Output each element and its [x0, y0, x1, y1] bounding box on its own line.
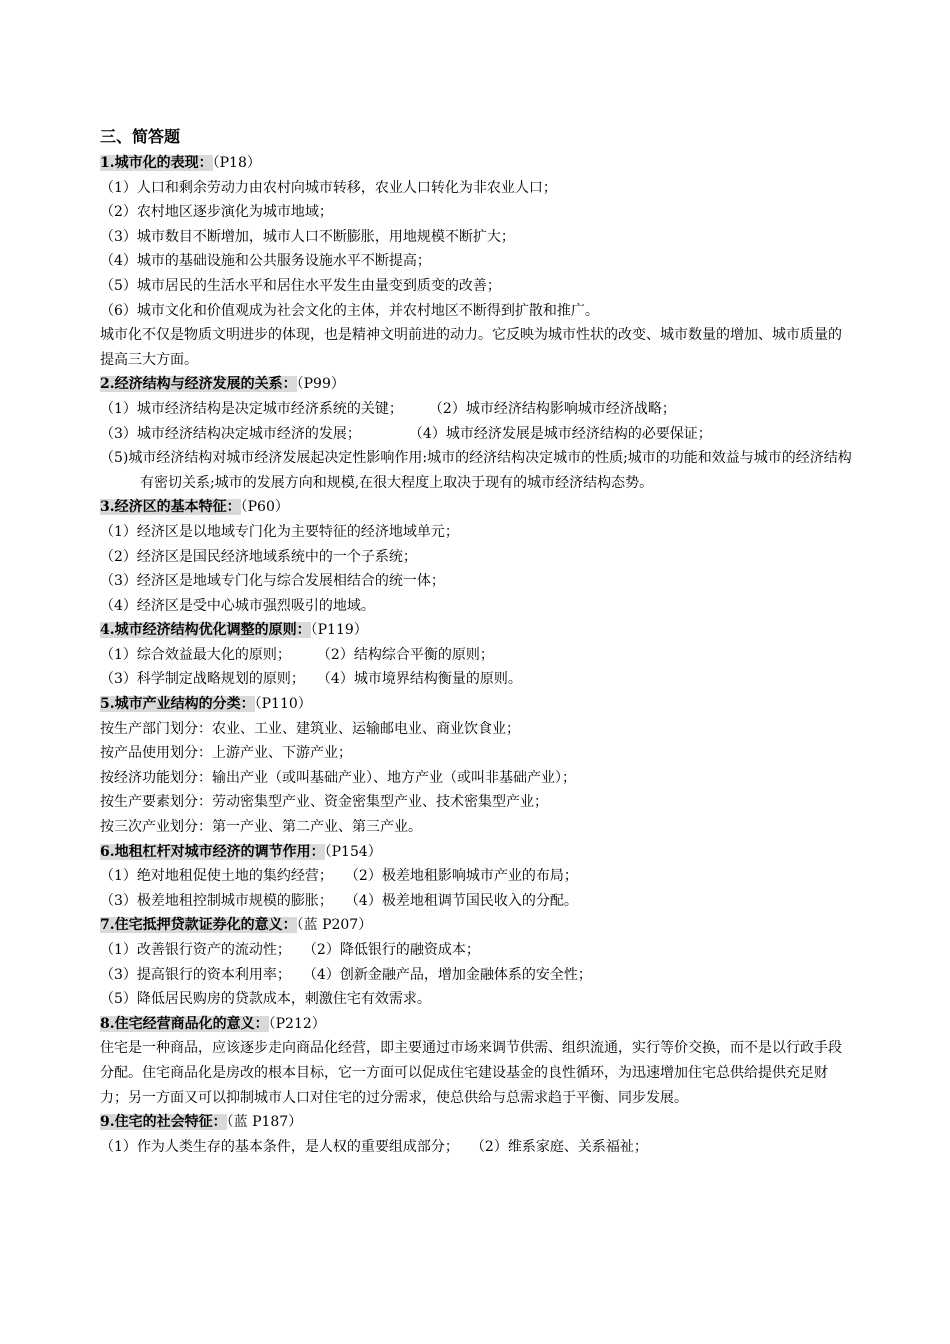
list-item: （2）维系家庭、关系福祉；	[470, 1138, 648, 1155]
list-item: （1）经济区是以地域专门化为主要特征的经济地域单元；	[100, 523, 459, 540]
page-reference: （P60）	[240, 499, 289, 516]
list-item: （5)城市经济结构对城市经济发展起决定性影响作用:城市的经济结构决定城市的性质;城市的功能和效益与城市的经济结构有密切关系;城市的发展方向和规模,在很大程度上取决于现有的城市经济结构态势。	[100, 450, 852, 491]
question-heading-3	[100, 495, 852, 520]
list-row	[100, 397, 852, 422]
list-row	[100, 889, 852, 914]
list-item: （2）经济区是国民经济地域系统中的一个子系统；	[100, 548, 417, 565]
question-heading-6	[100, 840, 852, 865]
question-heading-8	[100, 1012, 852, 1037]
list-item: （4）城市的基础设施和公共服务设施水平不断提高；	[100, 253, 431, 270]
question-heading-5	[100, 692, 852, 717]
list-item: （2）城市经济结构影响城市经济战略；	[428, 400, 676, 417]
question-heading-2	[100, 372, 852, 397]
list-item: （1）绝对地租促使土地的集约经营；	[100, 868, 333, 885]
question-title: 8.住宅经营商品化的意义：	[100, 1015, 269, 1032]
list-item: （4）城市境界结构衡量的原则。	[316, 671, 522, 688]
question-title: 3.经济区的基本特征：	[100, 499, 241, 516]
list-item: 按产品使用划分：上游产业、下游产业；	[100, 745, 352, 762]
list-item: （4）创新金融产品，增加金融体系的安全性；	[302, 966, 592, 983]
list-item: （4）城市经济发展是城市经济结构的必要保证；	[408, 425, 712, 442]
question-heading-4	[100, 618, 852, 643]
list-item: （3）城市数目不断增加，城市人口不断膨胀，用地规模不断扩大；	[100, 228, 515, 245]
list-row	[100, 667, 852, 692]
list-row	[100, 963, 852, 988]
question-title: 7.住宅抵押贷款证券化的意义：	[100, 917, 297, 934]
list-item: 按三次产业划分：第一产业、第二产业、第三产业。	[100, 819, 422, 836]
list-row	[100, 422, 852, 447]
question-title: 4.城市经济结构优化调整的原则：	[100, 622, 311, 639]
list-item: （1）作为人类生存的基本条件，是人权的重要组成部分；	[100, 1138, 459, 1155]
question-heading-1	[100, 151, 852, 176]
list-item: 按经济功能划分：输出产业（或叫基础产业）、地方产业（或叫非基础产业）；	[100, 769, 576, 786]
list-row	[100, 864, 852, 889]
page-reference: （蓝 P207）	[296, 917, 373, 934]
list-row	[100, 938, 852, 963]
list-item: （5）降低居民购房的贷款成本，刺激住宅有效需求。	[100, 991, 431, 1008]
question-title: 9.住宅的社会特征：	[100, 1114, 227, 1131]
list-item: （1）综合效益最大化的原则；	[100, 646, 291, 663]
list-item: （3）经济区是地域专门化与综合发展相结合的统一体；	[100, 573, 445, 590]
page-reference: （P154）	[324, 843, 382, 860]
list-item: 按生产要素划分：劳动密集型产业、资金密集型产业、技术密集型产业；	[100, 794, 548, 811]
list-item: （3）科学制定战略规划的原则；	[100, 671, 305, 688]
list-item: 按生产部门划分：农业、工业、建筑业、运输邮电业、商业饮食业；	[100, 720, 520, 737]
question-title: 2.经济结构与经济发展的关系：	[100, 376, 297, 393]
question-heading-7	[100, 913, 852, 938]
paragraph: 住宅是一种商品，应该逐步走向商品化经营，即主要通过市场来调节供需、组织流通，实行等价交换，而不是以行政手段分配。住宅商品化是房改的根本目标，它一方面可以促成住宅建设基金的良性循环，为迅速增加住宅总供给提供充足财力；另一方面又可以抑制城市人口对住宅的过分需求，使总供给与总需求趋于平衡、同步发展。	[100, 1040, 842, 1106]
list-item: （1）城市经济结构是决定城市经济系统的关键；	[100, 400, 403, 417]
page-reference: （P212）	[268, 1015, 326, 1032]
question-title: 6.地租杠杆对城市经济的调节作用：	[100, 843, 325, 860]
list-item: （5）城市居民的生活水平和居住水平发生由量变到质变的改善；	[100, 277, 501, 294]
page-reference: （蓝 P187）	[226, 1114, 303, 1131]
list-item: （6）城市文化和价值观成为社会文化的主体，并农村地区不断得到扩散和推广。	[100, 302, 599, 319]
list-item: （3）极差地租控制城市规模的膨胀；	[100, 892, 333, 909]
list-item: （2）降低银行的融资成本；	[302, 942, 480, 958]
list-row	[100, 1135, 852, 1160]
document-page	[100, 124, 852, 1159]
question-title: 5.城市产业结构的分类：	[100, 696, 255, 713]
list-item: （4）极差地租调节国民收入的分配。	[344, 892, 578, 909]
list-item: （2）结构综合平衡的原则；	[316, 646, 494, 663]
list-item: （1）改善银行资产的流动性；	[100, 942, 291, 958]
list-row	[100, 643, 852, 668]
list-item: （2）农村地区逐步演化为城市地域；	[100, 204, 333, 221]
question-title: 1.城市化的表现：	[100, 155, 213, 171]
list-item: （3）城市经济结构决定城市经济的发展；	[100, 425, 361, 442]
list-item: （3）提高银行的资本利用率；	[100, 966, 291, 983]
page-reference: （P119）	[310, 622, 368, 639]
section-title: 三、简答题	[100, 127, 181, 146]
page-reference: （P110）	[254, 696, 312, 713]
question-heading-9	[100, 1110, 852, 1135]
list-item: （4）经济区是受中心城市强烈吸引的地域。	[100, 597, 375, 614]
page-reference: （P99）	[296, 376, 345, 393]
list-item: （2）极差地租影响城市产业的布局；	[344, 868, 578, 885]
paragraph: 城市化不仅是物质文明进步的体现，也是精神文明前进的动力。它反映为城市性状的改变、城市数量的增加、城市质量的提高三大方面。	[100, 327, 842, 368]
page-reference: （P18）	[212, 155, 261, 171]
list-item: （1）人口和剩余劳动力由农村向城市转移，农业人口转化为非农业人口；	[100, 179, 557, 196]
